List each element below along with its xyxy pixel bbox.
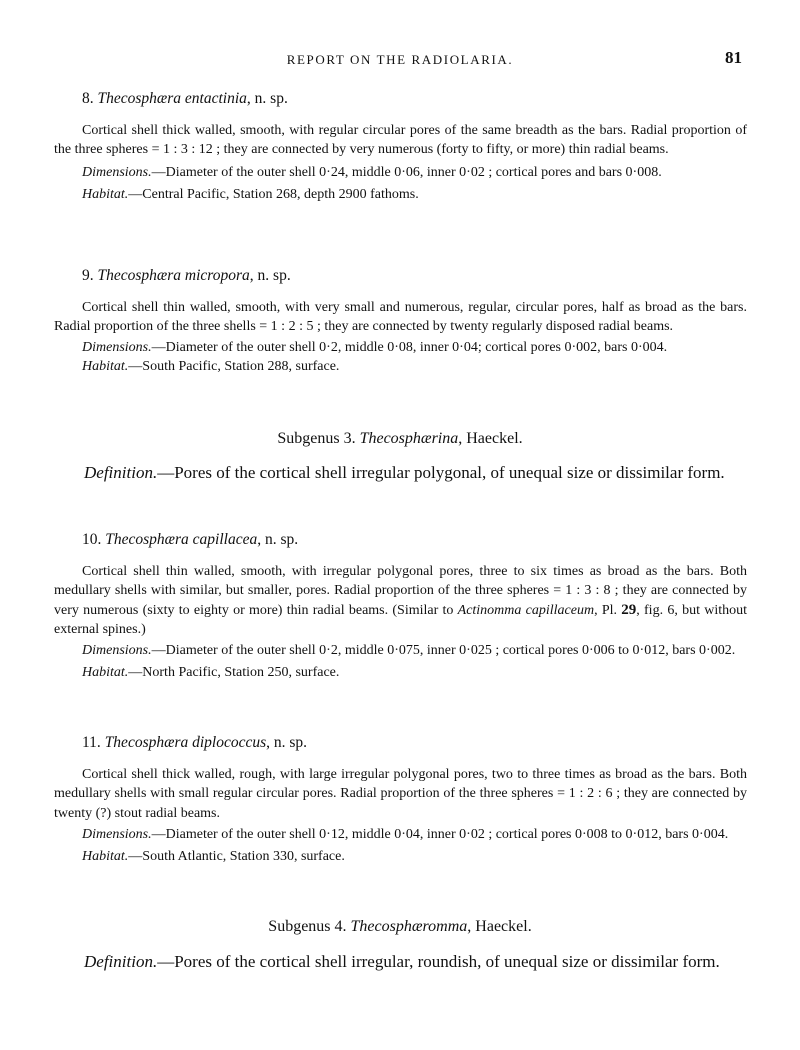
dimensions-text: —Diameter of the outer shell 0·24, middle 0·06, inner 0·02 ; cortical pores and bars 0·008. — [151, 164, 662, 180]
definition-label: Definition. — [84, 952, 158, 971]
dimensions-text: —Diameter of the outer shell 0·12, middle 0·04, inner 0·02 ; cortical pores 0·008 to 0·012, bars 0·004. — [151, 826, 729, 842]
species-number: 9. — [82, 267, 94, 284]
species-name: Thecosphæra diplococcus — [104, 734, 267, 751]
dimensions-label: Dimensions. — [82, 826, 152, 842]
page-number: 81 — [725, 48, 742, 67]
dimensions-label: Dimensions. — [82, 643, 152, 659]
species-number: 11. — [82, 734, 101, 751]
habitat-label: Habitat. — [82, 849, 129, 865]
species-habitat — [54, 663, 747, 682]
species-name: Thecosphæra capillacea — [105, 531, 258, 548]
species-dimensions — [54, 163, 747, 182]
species-entry — [54, 266, 747, 376]
subgenus-suffix: , Haeckel. — [467, 918, 532, 935]
definition-body: —Pores of the cortical shell irregular, roundish, of unequal size or dissimilar form. — [157, 952, 720, 971]
species-description — [54, 562, 747, 639]
species-number: 8. — [82, 90, 94, 107]
description-text: Cortical shell thin walled, smooth, with irregular polygonal pores, three to six times as broad as the bars. Both medullary shells with similar, but smaller, pores. Radial proportion of the three spheres = 1 : 3 : 8 ; they are connected by very numerous (sixty to eighty or more) thin radial beams. (Similar to — [54, 564, 747, 618]
species-heading — [54, 530, 747, 550]
species-name: Thecosphæra micropora — [97, 267, 250, 284]
habitat-text: —North Pacific, Station 250, surface. — [128, 665, 340, 681]
species-entry — [54, 89, 747, 204]
species-suffix: , n. sp. — [246, 90, 288, 107]
species-suffix: , n. sp. — [266, 734, 308, 751]
habitat-text: —South Pacific, Station 288, surface. — [128, 358, 340, 374]
species-heading — [54, 733, 747, 753]
species-number: 10. — [82, 531, 102, 548]
subgenus-name: Thecosphæromma — [350, 918, 468, 935]
running-header — [0, 48, 800, 76]
dimensions-text: —Diameter of the outer shell 0·2, middle 0·08, inner 0·04; cortical pores 0·002, bars 0·004. — [151, 339, 668, 355]
species-dimensions — [54, 641, 747, 660]
species-entry — [54, 530, 747, 683]
habitat-label: Habitat. — [82, 358, 129, 374]
plate-number: 29 — [621, 601, 637, 618]
habitat-label: Habitat. — [82, 665, 129, 681]
species-habitat — [54, 847, 747, 866]
species-name: Thecosphæra entactinia — [97, 90, 247, 107]
description-plate-prefix: , Pl. — [594, 602, 622, 618]
dimensions-label: Dimensions. — [82, 339, 152, 355]
subgenus-prefix: Subgenus 4. — [268, 918, 351, 935]
species-suffix: , n. sp. — [257, 531, 299, 548]
species-habitat — [54, 185, 747, 204]
dimensions-label: Dimensions. — [82, 164, 152, 180]
description-text-end: , fig. 6, but without external spines.) — [54, 602, 747, 637]
subgenus-definition — [54, 949, 747, 975]
habitat-label: Habitat. — [82, 186, 129, 202]
dimensions-text: —Diameter of the outer shell 0·2, middle 0·075, inner 0·025 ; cortical pores 0·006 to 0·012, bars 0·002. — [151, 643, 736, 659]
reference-species: Actinomma capillaceum — [457, 602, 595, 618]
definition-text — [54, 949, 747, 975]
subgenus-name: Thecosphærina — [359, 430, 459, 447]
species-dimensions — [54, 825, 747, 844]
subgenus-suffix: , Haeckel. — [458, 430, 523, 447]
subgenus-prefix: Subgenus 3. — [277, 430, 360, 447]
species-heading — [54, 89, 747, 109]
definition-label: Definition. — [84, 463, 158, 482]
running-title: REPORT ON THE RADIOLARIA. — [286, 52, 514, 67]
definition-body: —Pores of the cortical shell irregular polygonal, of unequal size or dissimilar form. — [157, 463, 725, 482]
species-suffix: , n. sp. — [249, 267, 291, 284]
species-description: Cortical shell thick walled, rough, with large irregular polygonal pores, two to three times as broad as the bars. Both medullary shells with small regular circular pores. Radial proportion of the three spheres = 1 : 2 : 6 ; they are connected by twenty (?) stout radial beams. — [54, 767, 747, 821]
habitat-text: —Central Pacific, Station 268, depth 2900 fathoms. — [128, 186, 419, 202]
species-description: Cortical shell thin walled, smooth, with very small and numerous, regular, circular pores, half as broad as the bars. Radial proportion of the three shells = 1 : 2 : 5 ; they are connected by twenty regularly disposed radial beams. — [54, 300, 747, 335]
species-description: Cortical shell thick walled, smooth, with regular circular pores of the same breadth as the bars. Radial proportion of the three spheres = 1 : 3 : 12 ; they are connected by very numerous (forty to fifty, or more) thin radial beams. — [54, 123, 747, 158]
subgenus-definition — [54, 460, 747, 486]
species-dimensions — [54, 338, 747, 357]
species-habitat — [54, 357, 747, 376]
subgenus-heading — [0, 918, 800, 936]
species-entry — [54, 733, 747, 866]
subgenus-heading — [0, 430, 800, 448]
species-heading — [54, 266, 747, 286]
definition-text — [54, 460, 747, 486]
habitat-text: —South Atlantic, Station 330, surface. — [128, 849, 345, 865]
